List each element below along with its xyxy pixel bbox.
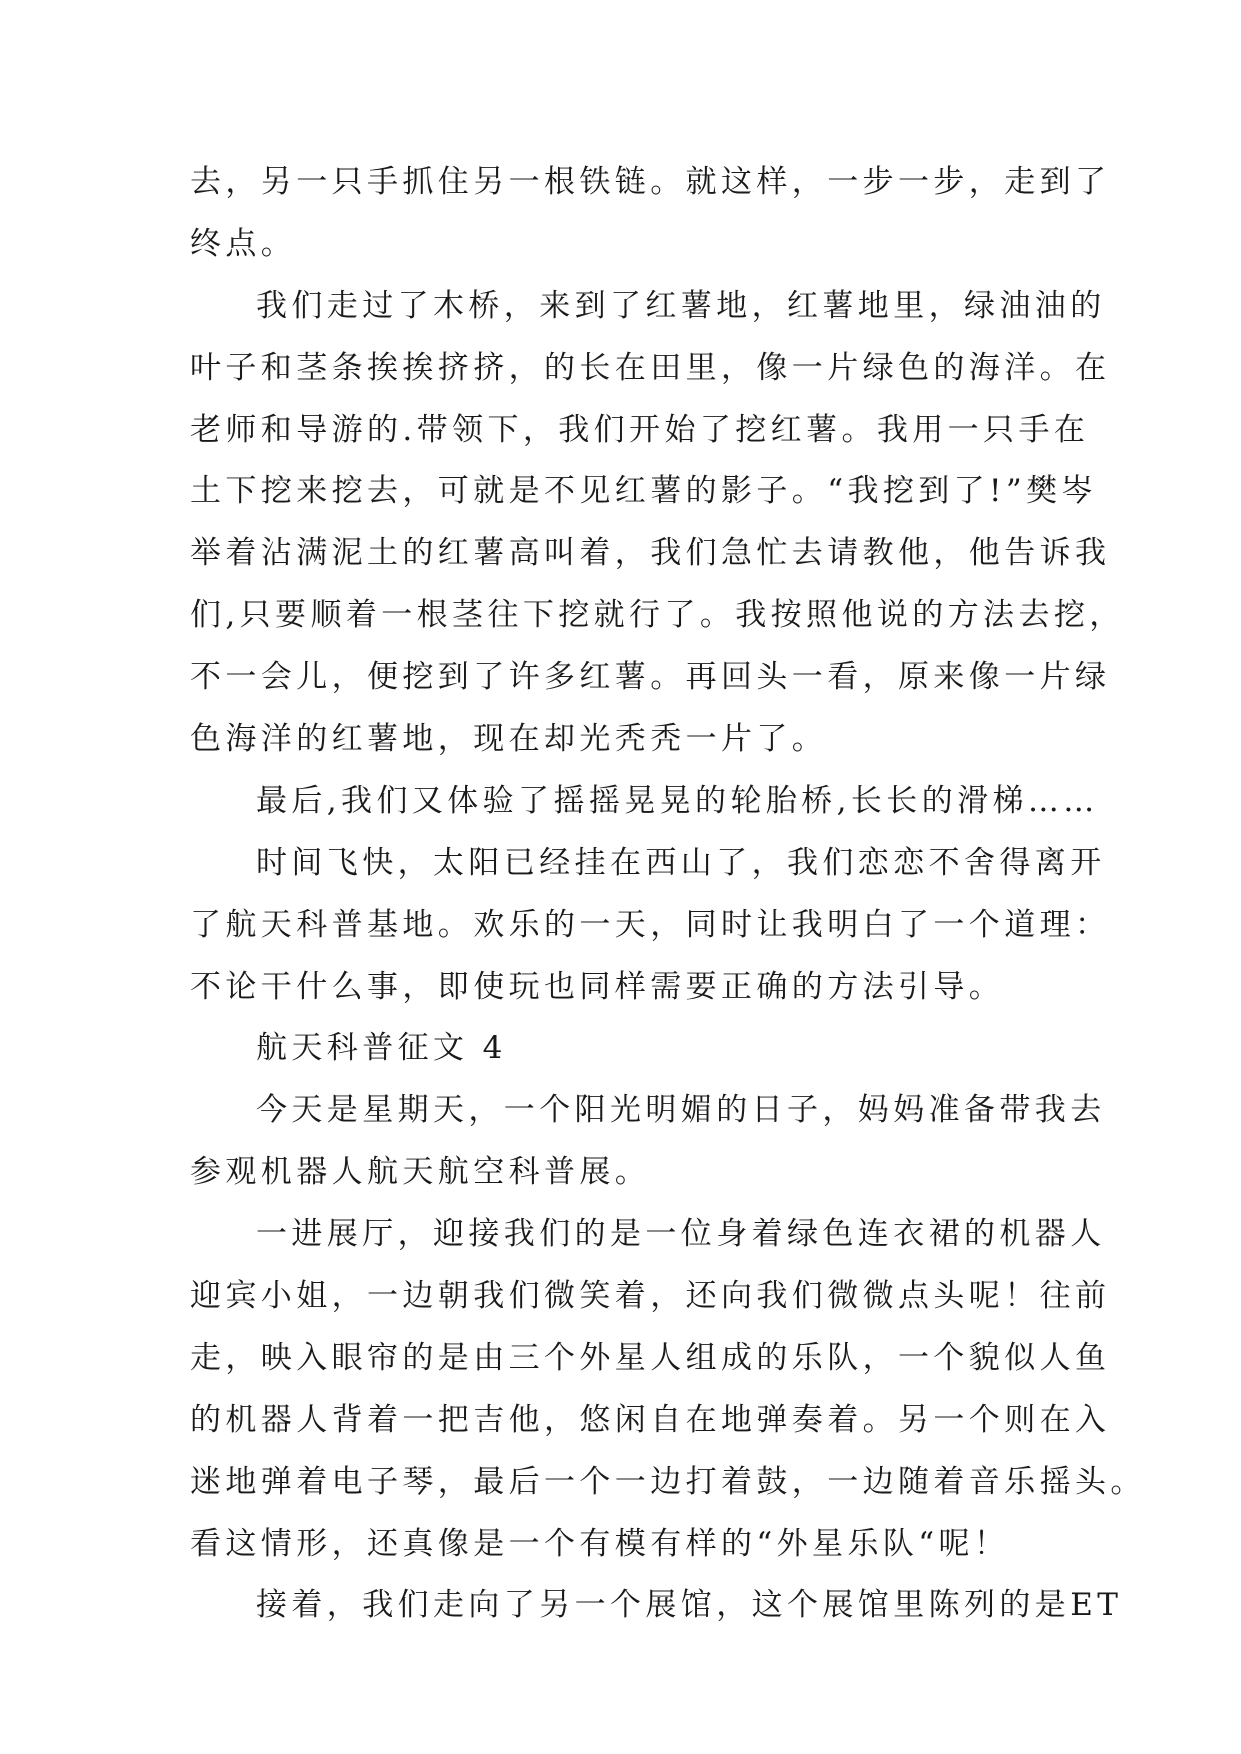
text-line: 时间飞快，太阳已经挂在西山了，我们恋恋不舍得离开 (256, 844, 1106, 881)
text-line: 参观机器人航天航空科普展。 (190, 1154, 651, 1191)
text-line: 我们走过了木桥，来到了红薯地，红薯地里，绿油油的 (256, 287, 1106, 324)
text-line: 走，映入眼帘的是由三个外星人组成的乐队，一个貌似人鱼 (190, 1339, 1111, 1376)
text-line: 们,只要顺着一根茎往下挖就行了。我按照他说的方法去挖， (190, 597, 1125, 634)
text-line: 的机器人背着一把吉他，悠闲自在地弹奏着。另一个则在入 (190, 1401, 1111, 1438)
text-line: 接着，我们走向了另一个展馆，这个展馆里陈列的是ET (256, 1587, 1123, 1624)
text-line: 老师和导游的.带领下，我们开始了挖红薯。我用一只手在 (190, 411, 1090, 448)
text-line: 叶子和茎条挨挨挤挤，的长在田里，像一片绿色的海洋。在 (190, 349, 1111, 386)
text-line: 土下挖来挖去，可就是不见红薯的影子。“我挖到了!”樊岑 (190, 473, 1097, 510)
text-line: 去，另一只手抓住另一根铁链。就这样，一步一步，走到了 (190, 164, 1111, 200)
text-line: 看这情形，还真像是一个有模有样的“外星乐队“呢！ (190, 1525, 1010, 1562)
text-line: 一进展厅，迎接我们的是一位身着绿色连衣裙的机器人 (256, 1216, 1106, 1253)
text-line: 不一会儿，便挖到了许多红薯。再回头一看，原来像一片绿 (190, 659, 1111, 696)
text-line: 最后,我们又体验了摇摇晃晃的轮胎桥,长长的滑梯…… (256, 782, 1099, 819)
article-body (190, 152, 1146, 1637)
text-line: 色海洋的红薯地，现在却光秃秃一片了。 (190, 721, 828, 758)
text-line: 今天是星期天，一个阳光明媚的日子，妈妈准备带我去 (256, 1092, 1106, 1129)
section-heading: 航天科普征文 4 (256, 1030, 507, 1067)
text-line: 迷地弹着电子琴，最后一个一边打着鼓，一边随着音乐摇头。 (190, 1463, 1146, 1500)
text-line: 迎宾小姐，一边朝我们微笑着，还向我们微微点头呢！往前 (190, 1278, 1111, 1315)
text-line: 不论干什么事，即使玩也同样需要正确的方法引导。 (190, 968, 1005, 1005)
text-line: 终点。 (190, 225, 297, 262)
text-line: 了航天科普基地。欢乐的一天，同时让我明白了一个道理： (190, 906, 1111, 943)
text-line: 举着沾满泥土的红薯高叫着，我们急忙去请教他，他告诉我 (190, 535, 1111, 572)
